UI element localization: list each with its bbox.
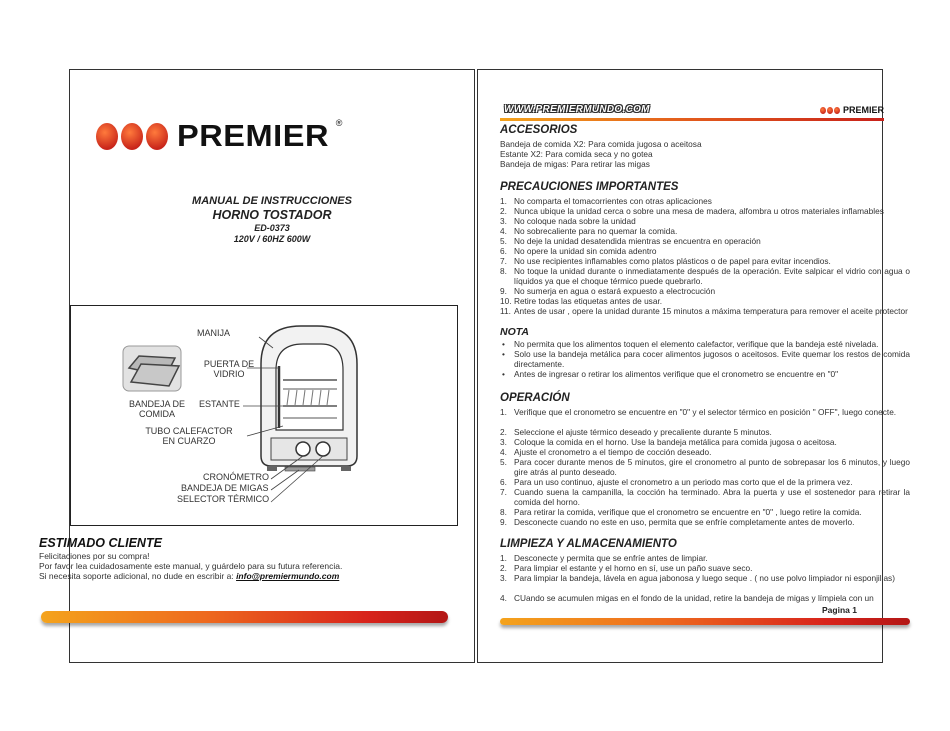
item-number: 2. [500,563,507,573]
item-number: 7. [500,256,507,266]
item-text: Ajuste el cronometro a el tiempo de cocción deseado. [514,447,712,457]
precaucion-item [500,266,910,286]
bullet-icon: • [502,369,505,379]
nota-title: NOTA [500,326,529,338]
label-en-cuarzo: EN CUARZO [162,436,216,446]
precaucion-item [500,236,910,246]
item-number: 4. [500,226,507,236]
operacion-item [500,447,910,457]
bullet-icon: • [502,339,505,349]
operacion-item [500,427,910,437]
manual-heading: MANUAL DE INSTRUCCIONES [192,195,352,207]
item-text: Verifique que el cronometro se encuentre en "0" y el selector térmico en posición " OFF", luego conecte. [514,407,897,417]
logo-dot [827,107,833,114]
support-email-link[interactable]: info@premiermundo.com [236,571,340,581]
item-text: Antes de usar , opere la unidad durante 15 minutos a máxima temperatura para remover el aceite protector [514,306,908,316]
label-manija: MANIJA [197,328,231,338]
logo-dot [834,107,840,114]
operacion-item [500,507,910,517]
item-number: 7. [500,487,507,497]
item-number: 11. [500,306,511,316]
left-page [39,69,475,663]
label-estante: ESTANTE [199,399,240,409]
label-vidrio: VIDRIO [213,369,245,379]
precaucion-item [500,286,910,296]
limpieza-item [500,573,910,583]
operacion-item [500,407,910,417]
premier-logo-small [820,105,884,115]
logo-wordmark-small: PREMIER [843,105,885,115]
label-tubo-calefactor: TUBO CALEFACTOR [145,426,233,436]
item-number: 5. [500,457,507,467]
operacion-item [500,457,910,477]
precaucion-item [500,246,910,256]
item-text: No comparta el tomacorrientes con otras aplicaciones [514,196,712,206]
right-page [477,69,910,663]
precaucion-item [500,196,910,206]
oven-body [261,326,357,471]
website-banner: WWW.PREMIERMUNDO.COM [504,104,650,115]
item-text: No sumerja en agua o estará expuesto a electrocución [514,286,716,296]
operacion-item [500,487,910,507]
precaucion-item [500,306,910,316]
logo-wordmark: PREMIER [177,118,329,153]
item-text: Para limpiar el estante y el horno en sí, use un paño suave seco. [514,563,753,573]
read-manual-line: Por favor lea cuidadosamente este manual, y guárdelo para su futura referencia. [39,561,343,571]
decorative-gradient-bar [500,618,910,625]
operacion-item [500,517,910,527]
label-cronometro: CRONÓMETRO [203,472,269,482]
bullet-icon: • [502,349,505,359]
item-number: 5. [500,236,507,246]
item-text: Para un uso continuo, ajuste el cronometro a un periodo mas corto que el de la primera vez. [514,477,853,487]
logo-dot [146,123,168,150]
greeting-line: Felicitaciones por su compra! [39,551,150,561]
limpieza-item [500,563,910,573]
item-number: 3. [500,573,507,583]
nota-item [500,349,910,369]
item-text: No permita que los alimentos toquen el elemento calefactor, verifique que la bandeja esté nivelada. [514,339,879,349]
item-text: Para limpiar la bandeja, lávela en agua jabonosa y luego seque . ( no use polvo limpiador ni esponjillas) [514,573,895,583]
item-number: 1. [500,407,507,417]
logo-dot [96,123,118,150]
item-text: Nunca ubique la unidad cerca o sobre una mesa de madera, alfombra u otros materiales inflamables [514,206,884,216]
decorative-gradient-bar [41,611,448,623]
item-text: Seleccione el ajuste térmico deseado y precaliente durante 5 minutos. [514,427,772,437]
item-text: Retire todas las etiquetas antes de usar. [514,296,663,306]
item-text: No sobrecaliente para no quemar la comida. [514,226,678,236]
item-number: 10. [500,296,512,306]
accesorio-line: Estante X2: Para comida seca y no gotea [500,149,653,159]
item-text: No use recipientes inflamables como platos plásticos o de papel para evitar incendios. [514,256,831,266]
registered-mark: ® [335,118,343,128]
limpieza-title: LIMPIEZA Y ALMACENAMIENTO [500,538,677,550]
item-number: 8. [500,507,507,517]
precaucion-item [500,216,910,226]
estimado-cliente-title: ESTIMADO CLIENTE [39,536,162,550]
item-text: Solo use la bandeja metálica para cocer alimentos jugosos o aceitosos. Evite quemar los restos de comida directamente. [514,349,910,369]
food-tray-image [123,346,181,391]
label-bandeja-migas: BANDEJA DE MIGAS [181,483,269,493]
product-name: HORNO TOSTADOR [212,208,332,222]
item-text: Desconecte cuando no este en uso, permita que se enfríe completamente antes de moverlo. [514,517,855,527]
item-text: No deje la unidad desatendida mientras se encuentra en operación [514,236,761,246]
item-number: 9. [500,286,507,296]
accesorio-line: Bandeja de comida X2: Para comida jugosa o aceitosa [500,139,702,149]
item-number: 3. [500,216,507,226]
item-text: Coloque la comida en el horno. Use la bandeja metálica para comida jugosa o aceitosa. [514,437,837,447]
item-number: 2. [500,206,507,216]
premier-logo [96,118,342,154]
operacion-title: OPERACIÓN [500,392,570,404]
limpieza-item [500,553,910,563]
precaucion-item [500,256,910,266]
label-comida: COMIDA [139,409,175,419]
manual-title-block [70,195,474,244]
support-text: Si necesita soporte adicional, no dude en escribir a: [39,571,234,581]
item-text: No coloque nada sobre la unidad [514,216,636,226]
label-bandeja-de: BANDEJA DE [128,399,186,409]
limpieza-item [500,593,910,603]
item-text: CUando se acumulen migas en el fondo de la unidad, retire la bandeja de migas y límpiela con un [514,593,874,603]
item-number: 8. [500,266,507,276]
precaucion-item [500,296,910,306]
logo-dot [121,123,143,150]
item-number: 9. [500,517,507,527]
accesorios-title: ACCESORIOS [500,124,578,136]
label-puerta-de: PUERTA DE [203,359,255,369]
page-number: Pagina 1 [822,605,857,615]
power-specs: 120V / 60HZ 600W [233,234,311,244]
precauciones-title: PRECAUCIONES IMPORTANTES [500,181,679,193]
item-number: 1. [500,553,507,563]
item-number: 2. [500,427,507,437]
label-selector-termico: SELECTOR TÉRMICO [177,494,270,504]
logo-dot [820,107,826,114]
precaucion-item [500,206,910,216]
operacion-item [500,437,910,447]
product-diagram [70,305,458,526]
operacion-item [500,477,910,487]
nota-item [500,369,910,379]
item-number: 3. [500,437,507,447]
item-number: 6. [500,477,507,487]
accesorio-line: Bandeja de migas: Para retirar las migas [500,159,650,169]
item-number: 4. [500,447,507,457]
nota-item [500,339,910,349]
item-number: 4. [500,593,507,603]
precaucion-item [500,226,910,236]
item-text: Antes de ingresar o retirar los alimentos verifique que el cronometro se encuentre en "0" [514,369,839,379]
item-text: Para cocer durante menos de 5 minutos, gire el cronometro al punto de sobrepasar los 6 minutos, y luego gire atrás al punto deseado. [514,457,910,477]
item-text: Para retirar la comida, verifique que el cronometro se encuentre en "0" , luego retire la comida. [514,507,862,517]
header-divider [500,118,884,121]
model-number: ED-0373 [254,223,290,233]
item-text: Desconecte y permita que se enfríe antes de limpiar. [514,553,708,563]
item-number: 6. [500,246,507,256]
item-text: No opere la unidad sin comida adentro [514,246,657,256]
item-number: 1. [500,196,507,206]
item-text: No toque la unidad durante o inmediatamente después de la operación. Evite salpicar el vidrio con agua o líquidos ya que el choque térmico puede quebrarlo. [514,266,910,286]
support-line [39,571,339,581]
item-text: Cuando suena la campanilla, la cocción ha terminado. Abra la puerta y use el sostenedor para retirar la comida del horno. [514,487,910,507]
